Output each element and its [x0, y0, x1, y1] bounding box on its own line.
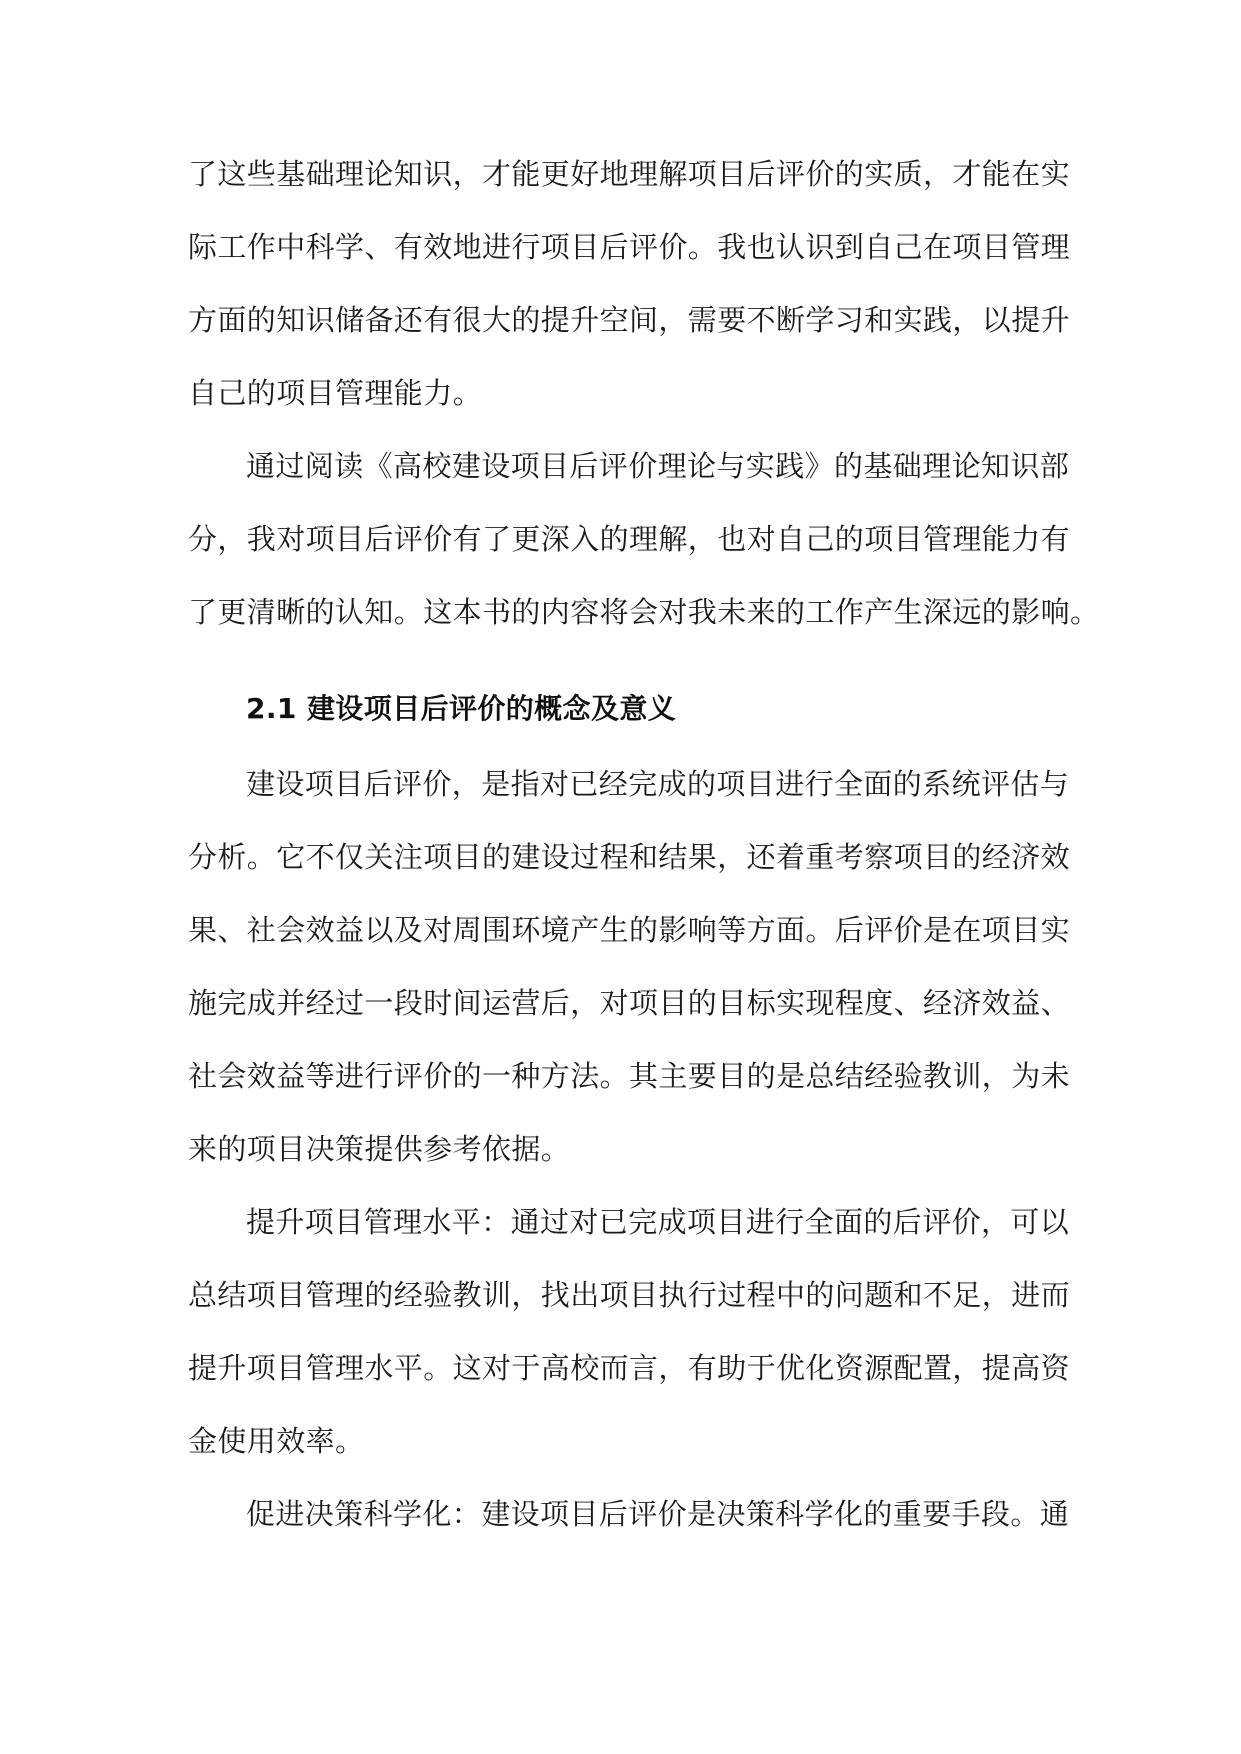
- document-body: [188, 138, 1100, 1551]
- paragraph-decision: [188, 1478, 1070, 1551]
- text-line: 分析。它不仅关注项目的建设过程和结果，还着重考察项目的经济效: [188, 840, 1071, 874]
- text-line: 方面的知识储备还有很大的提升空间，需要不断学习和实践，以提升: [188, 303, 1071, 337]
- text-line: 际工作中科学、有效地进行项目后评价。我也认识到自己在项目管理: [188, 230, 1071, 264]
- text-line: 了更清晰的认知。这本书的内容将会对我未来的工作产生深远的影响。: [188, 595, 1100, 629]
- text-line: 来的项目决策提供参考依据。: [188, 1132, 571, 1166]
- text-line: 金使用效率。: [188, 1424, 365, 1458]
- text-line: 提升项目管理水平。这对于高校而言，有助于优化资源配置，提高资: [188, 1351, 1071, 1385]
- text-line: 了这些基础理论知识，才能更好地理解项目后评价的实质，才能在实: [188, 157, 1071, 191]
- text-line: 自己的项目管理能力。: [188, 376, 483, 410]
- text-line: 社会效益等进行评价的一种方法。其主要目的是总结经验教训，为未: [188, 1059, 1071, 1093]
- paragraph-continuation: [188, 138, 1071, 430]
- text-line: 果、社会效益以及对周围环境产生的影响等方面。后评价是在项目实: [188, 913, 1071, 947]
- section-heading: 2.1 建设项目后评价的概念及意义: [246, 692, 677, 725]
- text-line: 总结项目管理的经验教训，找出项目执行过程中的问题和不足，进而: [188, 1278, 1071, 1312]
- text-line: 施完成并经过一段时间运营后，对项目的目标实现程度、经济效益、: [188, 986, 1071, 1020]
- text-line: 建设项目后评价，是指对已经完成的项目进行全面的系统评估与: [246, 767, 1070, 801]
- paragraph-management: [188, 1186, 1071, 1478]
- text-line: 通过阅读《高校建设项目后评价理论与实践》的基础理论知识部: [246, 449, 1070, 483]
- paragraph-definition: [188, 748, 1071, 1186]
- text-line: 促进决策科学化：建设项目后评价是决策科学化的重要手段。通: [246, 1497, 1070, 1531]
- text-line: 提升项目管理水平：通过对已完成项目进行全面的后评价，可以: [246, 1205, 1070, 1239]
- paragraph-summary: [188, 430, 1100, 649]
- text-line: 分，我对项目后评价有了更深入的理解，也对自己的项目管理能力有: [188, 522, 1071, 556]
